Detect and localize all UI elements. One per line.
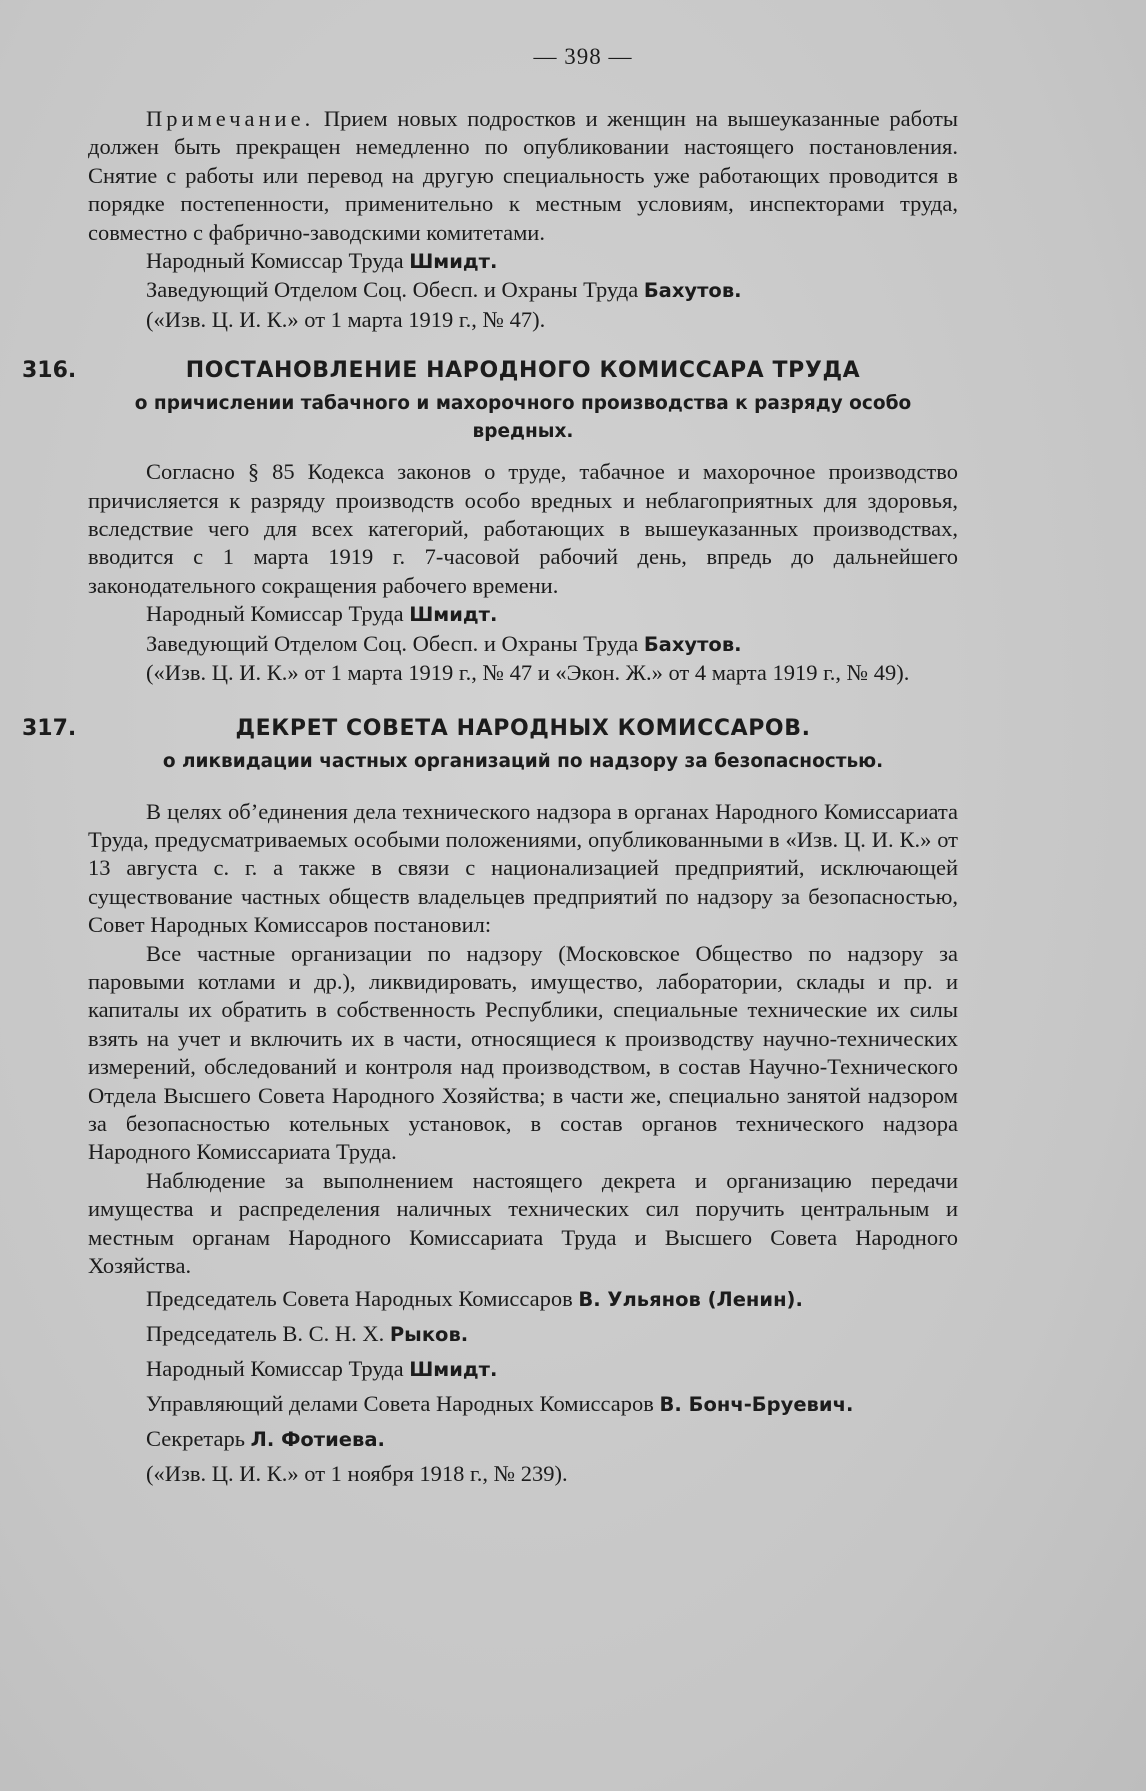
page-number: — 398 — <box>533 44 633 69</box>
section-body: В целях об’единения дела технического надзора в органах Народного Комиссариата Труда, предусматриваемых особыми положениями, опубликованными в «Изв. Ц. И. К.» от 13 августа с. г. а также в связи с национализацией предприятий, исключающей существование частных обществ владельцев предприятий по надзору за безопасностью, Совет Народных Комиссаров постановил: <box>88 798 958 938</box>
signature-line <box>88 600 958 629</box>
signature-role: Заведующий Отделом Соц. Обесп. и Охраны Труда <box>146 630 644 656</box>
signature-role: Управляющий делами Совета Народных Комиссаров <box>146 1391 660 1417</box>
signature-line <box>88 247 958 276</box>
source-citation: («Изв. Ц. И. К.» от 1 марта 1919 г., № 47). <box>146 306 546 332</box>
signature-line <box>88 1422 958 1457</box>
section-number: 316. <box>22 358 77 384</box>
signature-role: Секретарь <box>146 1426 251 1452</box>
signature-role: Председатель Совета Народных Комиссаров <box>146 1286 579 1312</box>
signature-name: В. Ульянов (Ленин). <box>578 1288 803 1312</box>
page-content <box>22 105 958 1491</box>
signature-line <box>88 1352 958 1387</box>
signature-name: Шмидт. <box>409 1358 498 1382</box>
signature-name: В. Бонч-Бруевич. <box>659 1393 854 1417</box>
signature-role: Председатель В. С. Н. Х. <box>146 1321 390 1347</box>
signature-role: Заведующий Отделом Соц. Обесп. и Охраны Труда <box>146 277 644 303</box>
section-subtitle: о причислении табачного и махорочного производства к разряду особо вредных. <box>134 393 912 443</box>
source-citation: («Изв. Ц. И. К.» от 1 марта 1919 г., № 47 и «Экон. Ж.» от 4 марта 1919 г., № 49). <box>146 660 910 686</box>
signature-name: Бахутов. <box>643 279 742 303</box>
signature-line <box>88 1317 958 1352</box>
signature-line <box>88 630 958 659</box>
signature-line <box>88 1282 958 1317</box>
signature-role: Народный Комиссар Труда <box>146 1356 410 1382</box>
section-title: ПОСТАНОВЛЕНИЕ НАРОДНОГО КОМИССАРА ТРУДА <box>185 358 861 384</box>
signature-line <box>88 276 958 305</box>
section-title: ДЕКРЕТ СОВЕТА НАРОДНЫХ КОМИССАРОВ. <box>235 715 811 741</box>
source-citation: («Изв. Ц. И. К.» от 1 ноября 1918 г., № 239). <box>146 1461 568 1487</box>
signature-name: Шмидт. <box>409 250 498 274</box>
section-number: 317. <box>22 715 77 741</box>
note-text: Прием новых подростков и женщин на вышеуказанные работы должен быть прекращен немедленно по опубликовании настоящего постановления. Снятие с работы или перевод на другую специальность уже работающих проводится в порядке постепенности, применительно к местным условиям, инспекторами труда, совместно с фабрично-заводскими комитетами. <box>88 106 958 245</box>
note-paragraph <box>88 105 958 247</box>
signature-name: Л. Фотиева. <box>250 1428 385 1452</box>
section-body: Наблюдение за выполнением настоящего декрета и организацию передачи имущества и распределения наличных технических сил поручить центральным и местным органам Народного Комиссариата Труда и Высшего Совета Народного Хозяйства. <box>88 1167 958 1278</box>
signature-name: Бахутов. <box>643 632 742 656</box>
section-316 <box>22 356 958 687</box>
signature-name: Шмидт. <box>409 603 498 627</box>
section-subtitle: о ликвидации частных организаций по надзору за безопасностью. <box>162 750 884 772</box>
signature-line <box>88 1387 958 1422</box>
signature-name: Рыков. <box>389 1323 469 1347</box>
section-body: Согласно § 85 Кодекса законов о труде, табачное и махорочное производство причисляется к разряду производств особо вредных и неблагоприятных для здоровья, вследствие чего для всех категорий, работающих в вышеуказанных производствах, вводится с 1 марта 1919 г. 7-часовой рабочий день, впредь до дальнейшего законодательного сокращения рабочего времени. <box>88 459 958 598</box>
signature-role: Народный Комиссар Труда <box>146 601 410 627</box>
section-317 <box>22 714 958 1492</box>
signature-role: Народный Комиссар Труда <box>146 248 410 274</box>
note-label: Примечание. <box>146 106 315 131</box>
section-body: Все частные организации по надзору (Московское Общество по надзору за паровыми котлами и др.), ликвидировать, имущество, лаборатории, склады и пр. и капиталы их обратить в собственность Республики, специальные технические их силы взять на учет и включить их в части, относящиеся к производству научно-технических измерений, обследований и контроля над производством, в состав Научно-Технического Отдела Высшего Совета Народного Хозяйства; в части же, специально занятой надзором за безопасностью котельных установок, в состав органов технического надзора Народного Комиссариата Труда. <box>88 940 958 1165</box>
